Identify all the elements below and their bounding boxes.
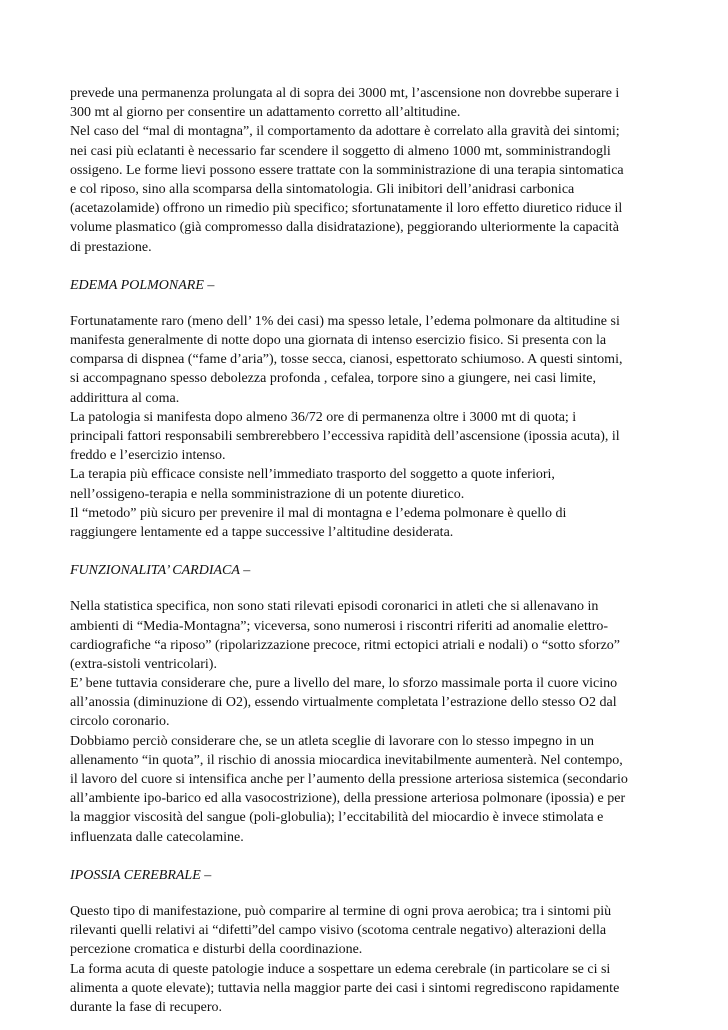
text-line: Il “metodo” più sicuro per prevenire il mal di montagna e l’edema polmonare è quello di (70, 505, 567, 521)
text-line: e col riposo, sino alla scomparsa della sintomatologia. Gli inibitori dell’anidrasi carbonica (70, 181, 575, 197)
text-line: allenamento “in quota”, il rischio di anossia miocardica inevitabilmente aumenterà. Nel contempo, (70, 752, 623, 768)
text-line: la maggior viscosità del sangue (poli-globulia); l’eccitabilità del miocardio è invece stimolata e (70, 810, 604, 826)
text-line: Fortunatamente raro (meno dell’ 1% dei casi) ma spesso letale, l’edema polmonare da altitudine si (70, 313, 620, 329)
text-line: (extra-sistoli ventricolari). (70, 656, 217, 672)
text-line: alimenta a quote elevate); tuttavia nella maggior parte dei casi i sintomi regrediscono rapidamente (70, 980, 620, 996)
text-line: freddo e l’esercizio intenso. (70, 448, 226, 464)
text-line: all’ambiente ipo-barico ed alla vasocostrizione), della pressione arteriosa polmonare (ipossia) e per (70, 791, 626, 807)
section-body-cardiaca (70, 597, 658, 846)
text-line: circolo coronario. (70, 714, 170, 730)
text-line: addirittura al coma. (70, 390, 180, 406)
text-line: all’anossia (diminuzione di O2), essendo virtualmente completata l’estrazione dello stesso O2 dal (70, 695, 617, 711)
text-line: di prestazione. (70, 239, 152, 255)
text-line: ambienti di “Media-Montagna”; viceversa, sono numerosi i riscontri riferiti ad anomalie elettro- (70, 618, 609, 634)
section-heading-cardiaca: FUNZIONALITA’ CARDIACA – (70, 563, 251, 579)
text-line: Dobbiamo perciò considerare che, se un atleta sceglie di lavorare con lo stesso impegno in un (70, 733, 595, 749)
section-heading-ipossia: IPOSSIA CEREBRALE – (70, 867, 212, 883)
text-line: La forma acuta di queste patologie induce a sospettare un edema cerebrale (in particolare se ci si (70, 961, 611, 977)
text-line: il lavoro del cuore si intensifica anche per l’aumento della pressione arteriosa sistemica (secondario (70, 772, 628, 787)
text-line: nei casi più eclatanti è necessario far scendere il soggetto di almeno 1000 mt, somministrandogli (70, 143, 611, 159)
text-line: Questo tipo di manifestazione, può comparire al termine di ogni prova aerobica; tra i sintomi più (70, 903, 612, 919)
text-line: La terapia più efficace consiste nell’immediato trasporto del soggetto a quote inferiori, (70, 467, 555, 483)
text-line: volume plasmatico (già compromesso dalla disidratazione), peggiorando ulteriormente la capacità (70, 220, 619, 236)
section-heading-edema: EDEMA POLMONARE – (70, 277, 215, 293)
text-line: comparsa di dispnea (“fame d’aria”), tosse secca, cianosi, espettorato schiumoso. A questi sintomi, (70, 352, 623, 368)
text-line: ossigeno. Le forme lievi possono essere trattate con la somministrazione di una terapia sintomatica (70, 162, 624, 178)
text-line: cardiografiche “a riposo” (ripolarizzazione precoce, ritmi ectopici atriali e nodali) o “sotto sforzo” (70, 637, 621, 653)
text-line: prevede una permanenza prolungata al di sopra dei 3000 mt, l’ascensione non dovrebbe superare i (70, 86, 620, 101)
text-line: rilevanti quelli relativi ai “difetti”del campo visivo (scotoma centrale negativo) alterazioni della (70, 923, 607, 939)
section-body-ipossia (70, 902, 658, 1017)
text-line: durante la fase di recupero. (70, 999, 222, 1015)
text-line: principali fattori responsabili sembrerebbero l’eccessiva rapidità dell’ascensione (ipossia acuta), il (70, 429, 620, 444)
text-line: influenzata dalle catecolamine. (70, 829, 244, 845)
section-body-edema (70, 312, 658, 542)
text-line: si accompagnano spesso debolezza profonda , cefalea, torpore sino a giungere, nei casi limite, (70, 371, 596, 387)
text-line: Nella statistica specifica, non sono stati rilevati episodi coronarici in atleti che si allenavano in (70, 599, 599, 615)
text-line: 300 mt al giorno per consentire un adattamento corretto all’altitudine. (70, 105, 461, 121)
text-line: nell’ossigeno-terapia e nella somministrazione di un potente diuretico. (70, 486, 465, 502)
text-line: manifesta generalmente di notte dopo una giornata di intenso esercizio fisico. Si presenta con la (70, 333, 607, 349)
text-line: percezione cromatica e disturbi della coordinazione. (70, 942, 363, 958)
text-line: Nel caso del “mal di montagna”, il comportamento da adottare è correlato alla gravità dei sintomi; (70, 124, 620, 140)
text-line: raggiungere lentamente ed a tappe successive l’altitudine desiderata. (70, 524, 454, 540)
text-line: E’ bene tuttavia considerare che, pure a livello del mare, lo sforzo massimale porta il cuore vicino (70, 676, 618, 692)
text-line: (acetazolamide) offrono un rimedio più specifico; sfortunatamente il loro effetto diuretico riduce il (70, 201, 623, 217)
text-line: La patologia si manifesta dopo almeno 36/72 ore di permanenza oltre i 3000 mt di quota; i (70, 409, 577, 425)
intro-paragraph (70, 84, 658, 257)
